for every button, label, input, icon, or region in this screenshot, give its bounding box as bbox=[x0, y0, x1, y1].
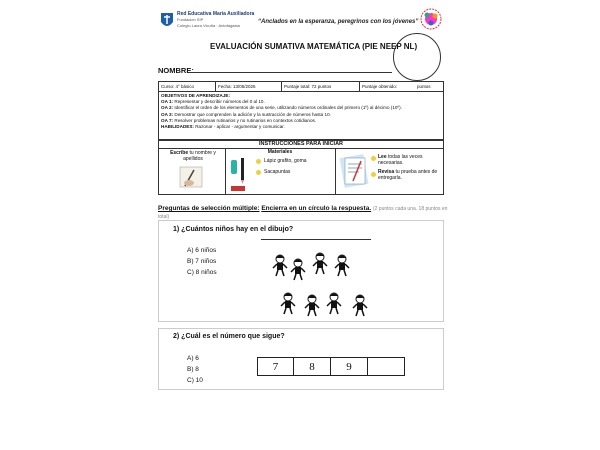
question-1-box bbox=[158, 220, 444, 322]
section-heading: Preguntas de selección múltiple: Encierra en un círculo la respuesta. (2 puntos cada una. 18 puntos en bbox=[158, 205, 448, 212]
child-figure bbox=[327, 293, 341, 314]
points-note: total) bbox=[158, 214, 170, 220]
child-figure bbox=[291, 259, 305, 280]
child-figure bbox=[273, 255, 287, 276]
name-label: NOMBRE: bbox=[158, 66, 194, 75]
question-2-text: 2) ¿Cuál es el número que sigue? bbox=[173, 333, 285, 340]
sequence-cell: 9 bbox=[331, 357, 368, 376]
children-drawing bbox=[267, 245, 377, 317]
course: Curso: 4° básico bbox=[161, 84, 195, 89]
number-sequence bbox=[257, 357, 405, 376]
info-table bbox=[158, 81, 444, 141]
objective-item: OA 1: Representar y describir números del 0 al 10. bbox=[161, 99, 265, 105]
pencil-eraser-icon bbox=[229, 156, 251, 192]
option-b[interactable]: B) 7 niños bbox=[187, 258, 217, 265]
school-logo-icon bbox=[160, 12, 174, 30]
bullet-icon bbox=[256, 170, 261, 175]
materials-title: Materiales bbox=[267, 149, 293, 155]
bullet-icon bbox=[371, 156, 376, 161]
option-c[interactable]: C) 10 bbox=[187, 377, 203, 384]
option-b[interactable]: B) 8 bbox=[187, 366, 199, 373]
read-instruction: Lee todas las veces necesarias. bbox=[378, 154, 423, 166]
total-score: Puntaje total: 72 puntos bbox=[284, 84, 332, 89]
instructions-title: INSTRUCCIONES PARA INICIAR bbox=[159, 140, 443, 149]
child-figure bbox=[313, 253, 327, 274]
question-2-box bbox=[158, 328, 444, 390]
objective-item: OA 2: Identificar el orden de los elementos de una serie, utilizando números ordinales del primero (1º) al décimo (10º). bbox=[161, 105, 402, 111]
sequence-cell: 7 bbox=[257, 357, 294, 376]
review-document-icon bbox=[339, 151, 371, 191]
bullet-icon bbox=[371, 172, 376, 177]
option-a[interactable]: A) 6 bbox=[187, 355, 199, 362]
motto: “Anclados en la esperanza, peregrinos con los jóvenes” bbox=[258, 19, 419, 25]
bullet-icon bbox=[256, 159, 261, 164]
question-1-text: 1) ¿Cuántos niños hay en el dibujo? bbox=[173, 226, 294, 233]
obtained-score-label: Puntaje obtenido: bbox=[362, 84, 398, 89]
material-item: Lápiz grafito, goma bbox=[264, 158, 307, 164]
instructions-table bbox=[158, 139, 444, 195]
option-c[interactable]: C) 8 niños bbox=[187, 269, 217, 276]
obtained-score-unit: puntos bbox=[417, 84, 431, 89]
child-figure bbox=[281, 293, 295, 314]
document-title: EVALUACIÓN SUMATIVA MATEMÁTICA (PIE NEEP NL) bbox=[210, 42, 418, 51]
write-name-instruction: Escribe tu nombre y apellidos bbox=[170, 150, 216, 162]
underline bbox=[261, 239, 371, 240]
objective-item: OA 7: Resolver problemas rutinarios y no rutinarios en contextos cotidianos. bbox=[161, 117, 317, 123]
child-figure bbox=[335, 255, 349, 276]
info-row bbox=[159, 82, 443, 92]
sequence-cell-blank[interactable] bbox=[368, 357, 405, 376]
score-circle bbox=[393, 33, 441, 81]
review-instruction: Revisa tu prueba antes de entregarla. bbox=[378, 169, 438, 181]
pilgrim-logo-icon bbox=[418, 6, 444, 32]
sequence-cell: 8 bbox=[294, 357, 331, 376]
objectives: OBJETIVOS DE APRENDIZAJE: OA 1: Representar y describir números del 0 al 10. OA 2: Identificar el orden de los elementos de una serie, utilizando números ordinales del primero (1º) al décimo (10º). OA 3: Demostrar que comprenden la adición y la sustracción de números hasta 10. OA 7: Resolver problemas rutinarios y no rutinarios en contextos cotidianos. HABILIDADES: Razonar - aplicar - argumentar y comunicar. bbox=[161, 93, 402, 130]
material-item: Sacapuntas bbox=[264, 169, 291, 175]
child-figure bbox=[353, 295, 367, 316]
hand-writing-icon bbox=[179, 164, 205, 190]
name-field[interactable] bbox=[188, 72, 392, 73]
objective-item: OA 3: Demostrar que comprenden la adición y la sustracción de números hasta 10. bbox=[161, 111, 331, 117]
child-figure bbox=[305, 295, 319, 316]
organization-name: Red Educativa María Auxiliadora Fundación SIP Colegio Laura Vicuña · Antofagasta bbox=[177, 11, 255, 28]
date: Fecha: 13/05/2025 bbox=[218, 84, 256, 89]
skills: HABILIDADES: Razonar - aplicar - argumentar y comunicar. bbox=[161, 124, 285, 130]
option-a[interactable]: A) 6 niños bbox=[187, 247, 217, 254]
